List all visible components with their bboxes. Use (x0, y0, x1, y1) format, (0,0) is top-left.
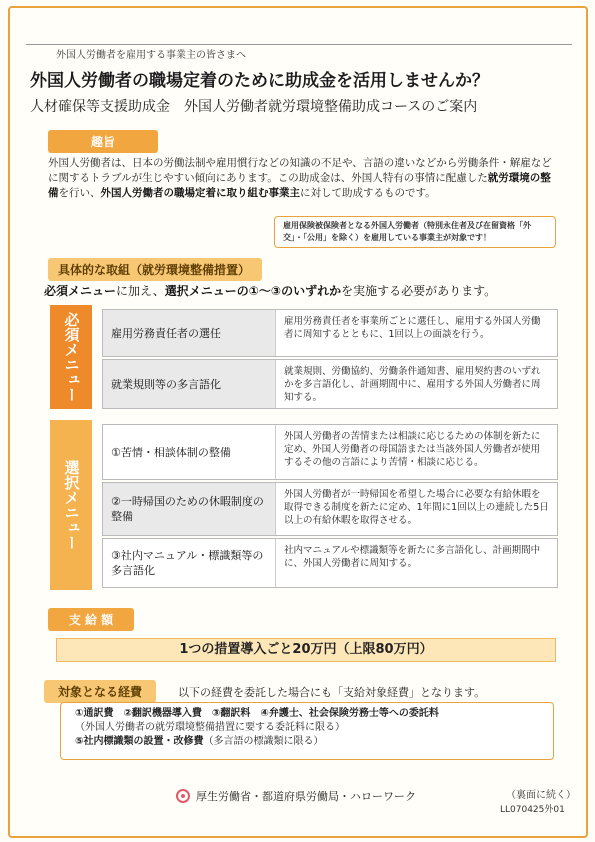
purpose-text (48, 156, 560, 201)
header-divider (26, 44, 572, 45)
req-bold-2: 選択メニューの①～③のいずれか (164, 284, 342, 298)
must-item-name: 雇用労務責任者の選任 (103, 310, 275, 356)
expenses-label: 対象となる経費 (44, 680, 156, 703)
req-text-1: に加え、 (116, 284, 165, 298)
audience-line: 外国人労働者を雇用する事業主の皆さまへ (56, 50, 246, 61)
purpose-bold-1: 就労環境の整備 (48, 172, 551, 199)
option-item-name: ②一時帰国のための休暇制度の整備 (103, 483, 275, 535)
option-item-name: ③社内マニュアル・標識類等の多言語化 (103, 539, 275, 587)
expenses-box (60, 702, 554, 760)
option-item-name: ①苦情・相談体制の整備 (103, 425, 275, 479)
must-menu-label: 必須メニュー (50, 305, 92, 409)
expense-line-2: （外国人労働者の就労環境整備措置に要する委託料に限る） (75, 722, 345, 733)
purpose-text-2: を行い、 (58, 187, 101, 199)
option-row (102, 538, 558, 588)
must-row (102, 309, 558, 357)
requirement-line (44, 282, 496, 299)
option-menu-label: 選択メニュー (50, 420, 92, 590)
option-item-desc: 外国人労働者の苦情または相談に応じるための体制を新たに定め、外国人労働者の母国語または当該外国人労働者が使用するその他の言語により苦情・相談に応じる。 (275, 425, 557, 479)
document-code: LL070425外01 (500, 805, 565, 815)
option-row (102, 424, 558, 480)
payment-label: 支 給 額 (48, 608, 134, 631)
expense-line-3: （多言語の標識類に限る） (203, 736, 324, 747)
ministry-logo-icon (176, 789, 190, 803)
option-row (102, 482, 558, 536)
footer-org (176, 788, 416, 804)
expense-line-3-bold: ⑤社内標識類の設置・改修費 (75, 736, 204, 747)
req-bold-1: 必須メニュー (44, 284, 117, 298)
page-title: 外国人労働者の職場定着のために助成金を活用しませんか？ (30, 71, 489, 91)
measures-label: 具体的な取組（就労環境整備措置） (48, 258, 262, 281)
footer-org-text: 厚生労働省・都道府県労働局・ハローワーク (196, 790, 416, 803)
expenses-intro: 以下の経費を委託した場合にも「支給対象経費」となります。 (178, 686, 486, 699)
option-item-desc: 社内マニュアルや標識類等を新たに多言語化し、計画期間中に、外国人労働者に周知する。 (275, 539, 557, 587)
continued-note: （裏面に続く） (506, 790, 576, 801)
must-item-desc: 雇用労務責任者を事業所ごとに選任し、雇用する外国人労働者に周知するとともに、1回以上の面談を行う。 (275, 310, 557, 356)
must-item-desc: 就業規則、労働協約、労働条件通知書、雇用契約書のいずれかを多言語化し、計画期間中に、雇用する外国人労働者に周知する。 (275, 360, 557, 408)
option-item-desc: 外国人労働者が一時帰国を希望した場合に必要な有給休暇を取得できる制度を新たに定め、1年間に1回以上の連続した5日以上の有給休暇を取得させる。 (275, 483, 557, 535)
payment-amount: 1つの措置導入ごと20万円（上限80万円） (56, 638, 556, 662)
purpose-bold-2: 外国人労働者の職場定着に取り組む事業主 (100, 187, 300, 199)
purpose-label: 趣旨 (48, 130, 158, 153)
req-text-2: を実施する必要があります。 (341, 284, 497, 298)
purpose-text-3: に対して助成するものです。 (300, 187, 436, 199)
expense-line-1: ①通訳費 ②翻訳機器導入費 ③翻訳料 ④弁護士、社会保険労務士等への委託料 (75, 708, 439, 719)
eligibility-note: 雇用保険被保険者となる外国人労働者（特別永住者及び在留資格「外交」・「公用」を除く）を雇用している事業主が対象です！ (274, 216, 556, 248)
purpose-text-1: 外国人労働者は、日本の労働法制や雇用慣行などの知識の不足や、言語の違いなどから労働条件・解雇などに関するトラブルが生じやすい傾向にあります。この助成金は、外国人特有の事情に配慮した (48, 157, 552, 184)
must-row (102, 359, 558, 409)
must-item-name: 就業規則等の多言語化 (103, 360, 275, 408)
page-subtitle: 人材確保等支援助成金 外国人労働者就労環境整備助成コースのご案内 (30, 99, 478, 115)
